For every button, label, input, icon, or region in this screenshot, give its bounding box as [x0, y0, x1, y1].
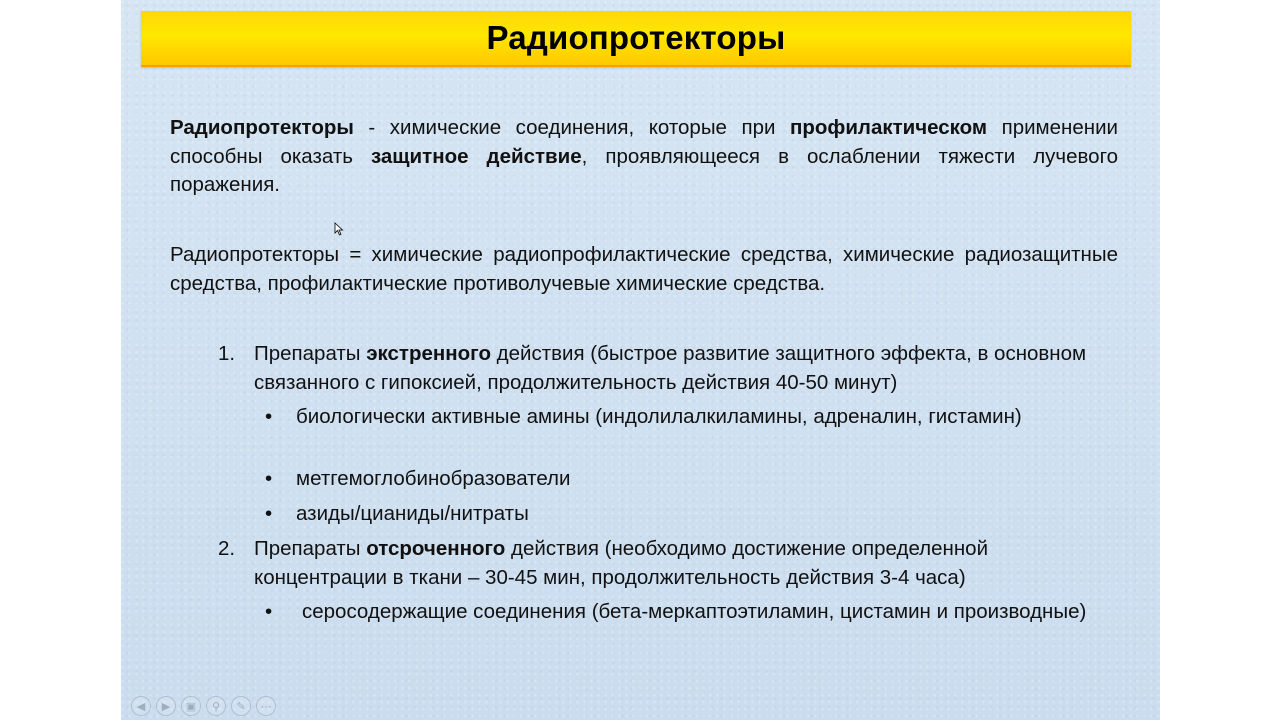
menu-icon[interactable]: ⋯ — [256, 696, 276, 716]
sub-item-1-3: азиды/цианиды/нитраты — [296, 502, 529, 525]
list-item-2-post: действия (необходимо достижение определенной концентрации в ткани – 30-45 мин, продолжительность действия 3-4 часа) — [254, 537, 989, 589]
definition-bold-2: защитное действие — [370, 144, 582, 168]
slide-title: Радиопротекторы — [486, 19, 786, 56]
bullet-glyph: • — [265, 405, 273, 428]
sub-item-1-2: метгемоглобинобразователи — [296, 467, 571, 490]
definition-paragraph — [170, 114, 1118, 200]
bullet-glyph: • — [265, 467, 273, 490]
sub-item-2-1: серосодержащие соединения (бета-меркаптоэтиламин, цистамин и производные) — [302, 600, 1087, 623]
title-bar — [141, 11, 1131, 67]
definition-text-1: - химические соединения, которые при — [353, 116, 790, 139]
next-icon[interactable]: ▶ — [156, 696, 176, 716]
sub-item-1-1: биологически активные амины (индолилалкиламины, адреналин, гистамин) — [296, 405, 1022, 428]
slideshow-controls — [131, 696, 276, 716]
definition-bold-1: профилактическом — [789, 116, 988, 139]
definition-text-3: , проявляющееся в ослаблении тяжести лучевого поражения. — [170, 144, 1118, 196]
list-item-1-pre: Препараты — [254, 342, 367, 365]
bullet-glyph: • — [265, 502, 273, 525]
prev-icon[interactable]: ◀ — [131, 696, 151, 716]
list-item-2 — [254, 535, 1124, 592]
mouse-cursor-icon — [334, 222, 344, 236]
list-number-1: 1. — [218, 342, 236, 365]
list-item-2-pre: Препараты — [254, 537, 367, 560]
definition-text-2: применении способны оказать — [170, 116, 1119, 168]
list-item-2-bold: отсроченного — [366, 537, 506, 560]
slides-icon[interactable]: ▣ — [181, 696, 201, 716]
search-icon[interactable]: ⚲ — [206, 696, 226, 716]
definition-term: Радиопротекторы — [170, 116, 354, 139]
synonyms-paragraph: Радиопротекторы = химические радиопрофилактические средства, химические радиозащитные средства, профилактические противолучевые химические средства. — [170, 243, 1118, 295]
list-item-1-bold: экстренного — [366, 342, 491, 365]
pen-icon[interactable]: ✎ — [231, 696, 251, 716]
presentation-slide — [121, 0, 1160, 720]
bullet-glyph: • — [265, 600, 273, 623]
list-number-2: 2. — [218, 537, 236, 560]
list-item-1 — [254, 340, 1124, 397]
list-item-1-post: действия (быстрое развитие защитного эффекта, в основном связанного с гипоксией, продолжительность действия 40-50 минут) — [254, 342, 1087, 394]
